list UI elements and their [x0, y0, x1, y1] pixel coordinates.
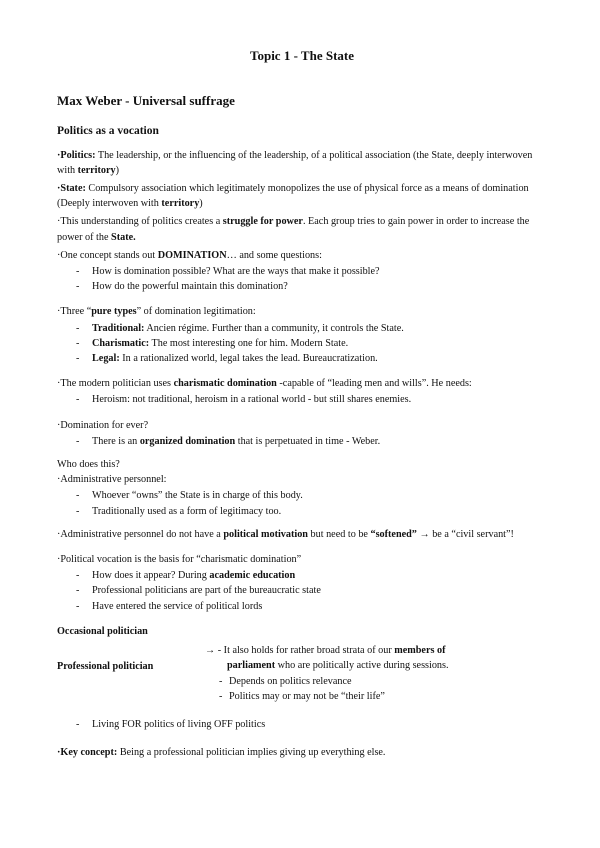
page-title: Topic 1 - The State [249, 48, 354, 63]
admin-motivation-paragraph: ·Administrative personnel do not have a political motivation but need to be “softened” → be a “civil servant”! [57, 528, 514, 540]
forever-question: ·Domination for ever? [57, 419, 149, 431]
list-item: - Charismatic: The most interesting one for him. Modern State. [57, 336, 547, 351]
list-item: - Depends on politics relevance [205, 674, 505, 689]
section-heading: Max Weber - Universal suffrage [57, 93, 235, 109]
admin-list [57, 488, 547, 518]
living-list [57, 717, 547, 732]
forever-list [57, 434, 547, 449]
list-item: - There is an organized domination that is perpetuated in time - Weber. [57, 434, 547, 449]
vocation-list [57, 568, 547, 614]
list-item: - Living FOR politics of living OFF politics [57, 717, 547, 732]
who-question: Who does this? [57, 459, 120, 471]
list-item: - Traditional: Ancien régime. Further than a community, it controls the State. [57, 321, 547, 336]
state-definition: ·State: Compulsory association which legitimately monopolizes the use of physical force as a means of domination (Deeply interwoven with territory) [57, 183, 529, 210]
list-item: - How do the powerful maintain this domination? [57, 279, 547, 294]
list-item: - Heroism: not traditional, heroism in a rational world - but still shares enemies. [57, 392, 547, 407]
prof-notes-list [205, 674, 505, 704]
list-item: - Professional politicians are part of the bureaucratic state [57, 583, 547, 598]
professional-politician-notes: → - It also holds for rather broad strata of our members of parliament who are politically active during sessions. - Depends on politics relevance - Politics may or may not be “their life” [205, 643, 505, 704]
list-item: - How is domination possible? What are the ways that make it possible? [57, 264, 547, 279]
admin-intro: ·Administrative personnel: [57, 474, 167, 486]
list-item: - Politics may or may not be “their life” [205, 689, 505, 704]
document-page [57, 48, 547, 761]
politics-definition: ·Politics: The leadership, or the influencing of the leadership, of a political association (the State, deeply interwoven with territory) [57, 149, 533, 176]
professional-politician-block [57, 643, 547, 713]
pure-types-intro: ·Three “pure types” of domination legitimation: [57, 306, 256, 318]
list-item: - Have entered the service of political lords [57, 599, 547, 614]
domination-intro: ·One concept stands out DOMINATION… and some questions: [57, 249, 322, 261]
struggle-paragraph: ·This understanding of politics creates a struggle for power. Each group tries to gain power in order to increase the power of the State. [57, 216, 530, 243]
domination-questions-list [57, 264, 547, 294]
pure-types-list [57, 321, 547, 367]
subsection-heading: Politics as a vocation [57, 125, 159, 138]
list-item: - How does it appear? During academic education [57, 568, 547, 583]
list-item: - Traditionally used as a form of legitimacy too. [57, 504, 547, 519]
list-item: - Legal: In a rationalized world, legal takes the lead. Bureaucratization. [57, 351, 547, 366]
key-concept-paragraph: ·Key concept: Being a professional politician implies giving up everything else. [57, 747, 386, 759]
professional-politician-label: Professional politician [57, 661, 154, 673]
occasional-politician-label: Occasional politician [57, 625, 148, 637]
list-item: - Whoever “owns” the State is in charge of this body. [57, 488, 547, 503]
vocation-intro: ·Political vocation is the basis for “charismatic domination” [57, 554, 302, 566]
modern-politician-paragraph: ·The modern politician uses charismatic domination -capable of “leading men and wills”. He needs: [57, 378, 472, 390]
modern-needs-list [57, 392, 547, 407]
